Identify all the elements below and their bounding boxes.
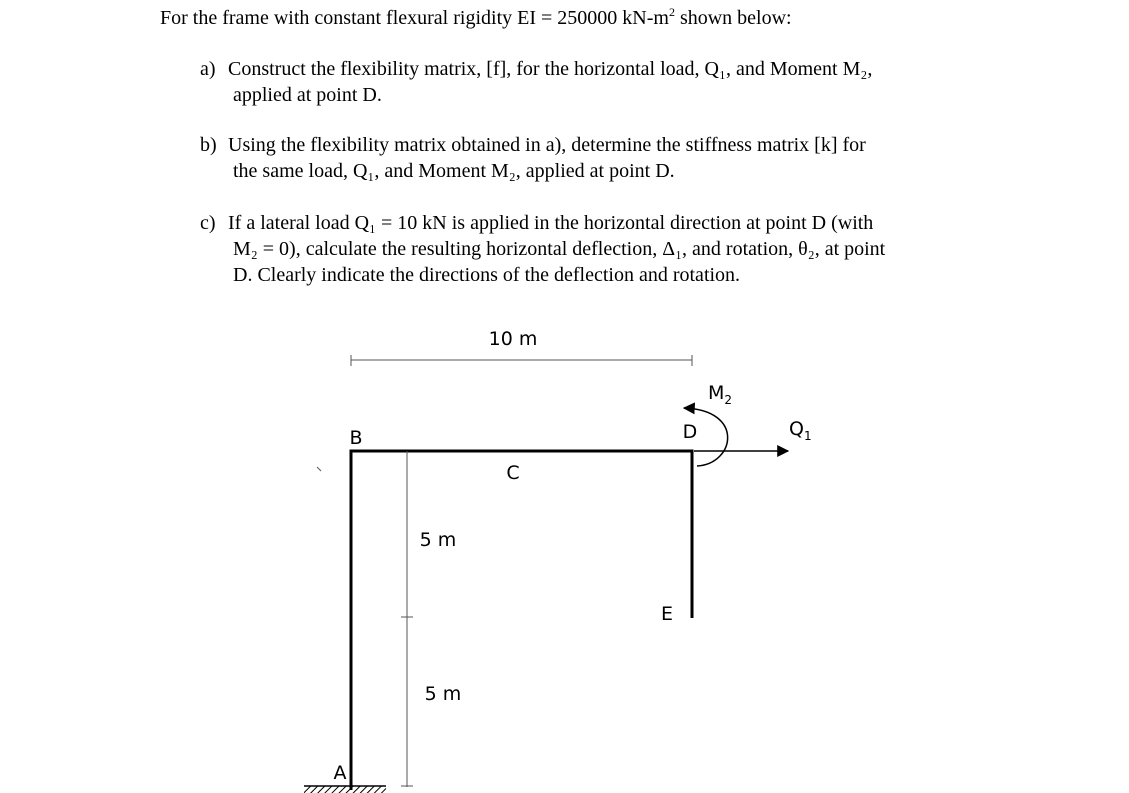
- fixed-support-hatch: [304, 786, 386, 793]
- moment-symbol: M: [708, 382, 725, 404]
- moment-label: [708, 382, 732, 407]
- height-upper-label: 5 m: [419, 529, 457, 551]
- question-line: Construct the flexibility matrix, [f], for the horizontal load, Q₁, and Moment M₂,: [228, 58, 873, 80]
- node-e-label: E: [660, 603, 674, 625]
- load-symbol: Q: [789, 418, 804, 440]
- moment-subscript: 2: [724, 393, 733, 407]
- question-label: b): [200, 134, 217, 156]
- span-label: 10 m: [488, 328, 538, 350]
- node-d-label: D: [682, 421, 698, 443]
- question-line: Using the flexibility matrix obtained in a), determine the stiffness matrix [k] for: [228, 134, 866, 156]
- question-line: M₂ = 0), calculate the resulting horizontal deflection, Δ₁, and rotation, θ₂, at point: [233, 238, 886, 260]
- intro-superscript: 2: [668, 5, 675, 19]
- question-label: a): [200, 58, 216, 80]
- load-label: [789, 418, 812, 443]
- question-label: c): [200, 212, 216, 234]
- height-lower-label: 5 m: [424, 683, 462, 705]
- load-subscript: 1: [803, 429, 812, 443]
- node-b-label: B: [349, 427, 363, 449]
- intro-text: For the frame with constant flexural rigidity EI = 250000 kN-m: [160, 7, 669, 29]
- node-a-label: A: [333, 762, 347, 784]
- intro-text-end: shown below:: [674, 7, 792, 29]
- question-line: applied at point D.: [233, 84, 382, 106]
- question-line: D. Clearly indicate the directions of the deflection and rotation.: [233, 264, 741, 286]
- stray-mark: [317, 467, 321, 471]
- question-line: If a lateral load Q₁ = 10 kN is applied in the horizontal direction at point D (with: [228, 212, 874, 234]
- node-c-label: C: [506, 462, 520, 484]
- question-line: the same load, Q₁, and Moment M₂, applied at point D.: [233, 160, 675, 182]
